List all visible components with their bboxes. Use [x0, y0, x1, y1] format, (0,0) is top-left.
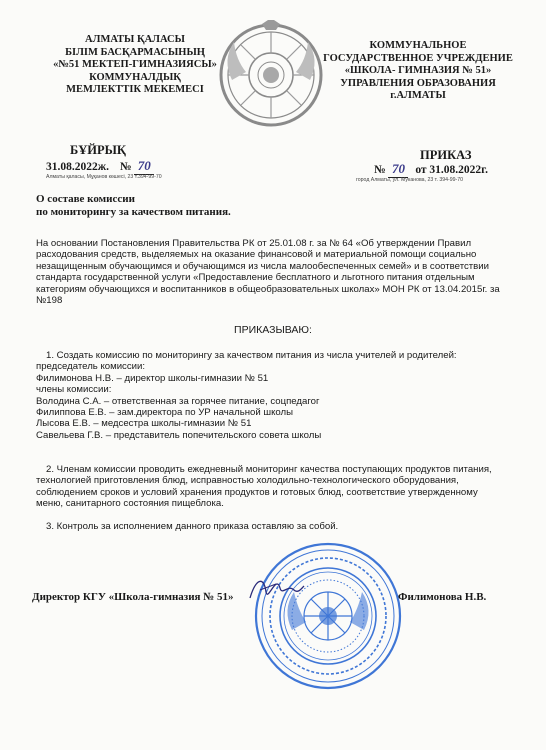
header-left-line: «№51 МЕКТЕП-ГИМНАЗИЯСЫ»: [53, 59, 217, 70]
item1-line: Филимонова Н.В. – директор школы-гимназии № 51: [36, 372, 269, 384]
order-number-prefix-ru: №: [374, 164, 386, 176]
header-right-line: «ШКОЛА- ГИМНАЗИЯ № 51»: [344, 65, 492, 76]
order-number-kz: 70: [134, 158, 154, 175]
order-item-1: [36, 350, 506, 441]
header-left-line: КОММУНАЛДЫҚ: [89, 71, 181, 83]
item1-line: Лысова Е.В. – медсестра школы-гимназии № 51: [36, 418, 252, 430]
order-number-ru: 70: [388, 161, 408, 178]
address-ru: город Алматы, ул. Муканова, 23 т. 394-99-70: [356, 177, 463, 183]
header-right-line: КОММУНАЛЬНОЕ: [369, 40, 467, 51]
header-left-line: МЕМЛЕКТТІК МЕКЕМЕСІ: [66, 84, 204, 95]
order-item-3: 3. Контроль за исполнением данного приказа оставляю за собой.: [46, 521, 339, 532]
signature-right-name: Филимонова Н.В.: [398, 591, 487, 603]
header-left-kz: [40, 34, 230, 97]
item1-line: Савельева Г.В. – представитель попечительского совета школы: [36, 429, 322, 441]
header-left-line: БІЛІМ БАСҚАРМАСЫНЫҢ: [65, 46, 205, 58]
title-line: О составе комиссии: [36, 193, 135, 205]
order-date-ru: [374, 161, 488, 178]
header-right-line: ГОСУДАРСТВЕННОЕ УЧРЕЖДЕНИЕ: [323, 52, 513, 64]
order-date-ru-text: от 31.08.2022г.: [415, 164, 488, 176]
header-left-line: АЛМАТЫ ҚАЛАСЫ: [85, 34, 185, 45]
order-date-kz-text: 31.08.2022ж.: [46, 161, 109, 173]
item1-line: 1. Создать комиссию по мониторингу за качеством питания из числа учителей и родителей:: [46, 350, 457, 361]
item1-line: члены комиссии:: [36, 384, 112, 396]
order-number-prefix-kz: №: [119, 161, 132, 173]
header-right-line: г.АЛМАТЫ: [390, 90, 446, 101]
header-right-ru: [320, 40, 516, 103]
official-stamp-icon: [252, 540, 404, 692]
header-right-line: УПРАВЛЕНИЯ ОБРАЗОВАНИЯ: [340, 77, 496, 89]
item1-line: Володина С.А. – ответственная за горячее питание, соцпедагог: [36, 395, 320, 407]
document-title: [36, 193, 336, 219]
state-emblem-icon: [212, 20, 330, 130]
item1-line: председатель комиссии:: [36, 361, 146, 373]
handwritten-signature-icon: [246, 568, 306, 608]
order-word-kz: БҰЙРЫҚ: [70, 143, 126, 157]
order-item-2: 2. Членам комиссии проводить ежедневный мониторинг качества поступающих продуктов питания, технологией приготовления блюд, исправностью холодильно-технологического оборудования, соблюдением сроков и условий хранения продуктов и готовых блюд, соответствие утвержденному меню, санитарного состояния пищеблока.: [36, 464, 492, 510]
intro-paragraph: На основании Постановления Правительства РК от 25.01.08 г. за № 64 «Об утверждении Правил расходования средств, выделяемых на оказание финансовой и материальной помощи социально незащищенным обучающимся и обучающимся из числа малообеспеченных семей» и в соответствии стандарта государственной услуги «Предоставление бесплатного и льготного питания отдельным категориям обучающихся и воспитанников в общеобразовательных школах» МОН РК от 13.04.2015г. за №198: [36, 238, 500, 307]
title-line: по мониторингу за качеством питания.: [36, 206, 231, 218]
address-kz: Алматы қаласы, Мұқанов көшесі, 23 т.394-99-70: [46, 174, 162, 180]
order-date-kz: [46, 158, 154, 175]
order-word-ru: ПРИКАЗ: [420, 148, 472, 162]
order-heading: ПРИКАЗЫВАЮ:: [234, 324, 312, 336]
item1-line: Филиппова Е.В. – зам.директора по УР начальной школы: [36, 407, 293, 419]
signature-left-title: Директор КГУ «Школа-гимназия № 51»: [32, 591, 234, 603]
